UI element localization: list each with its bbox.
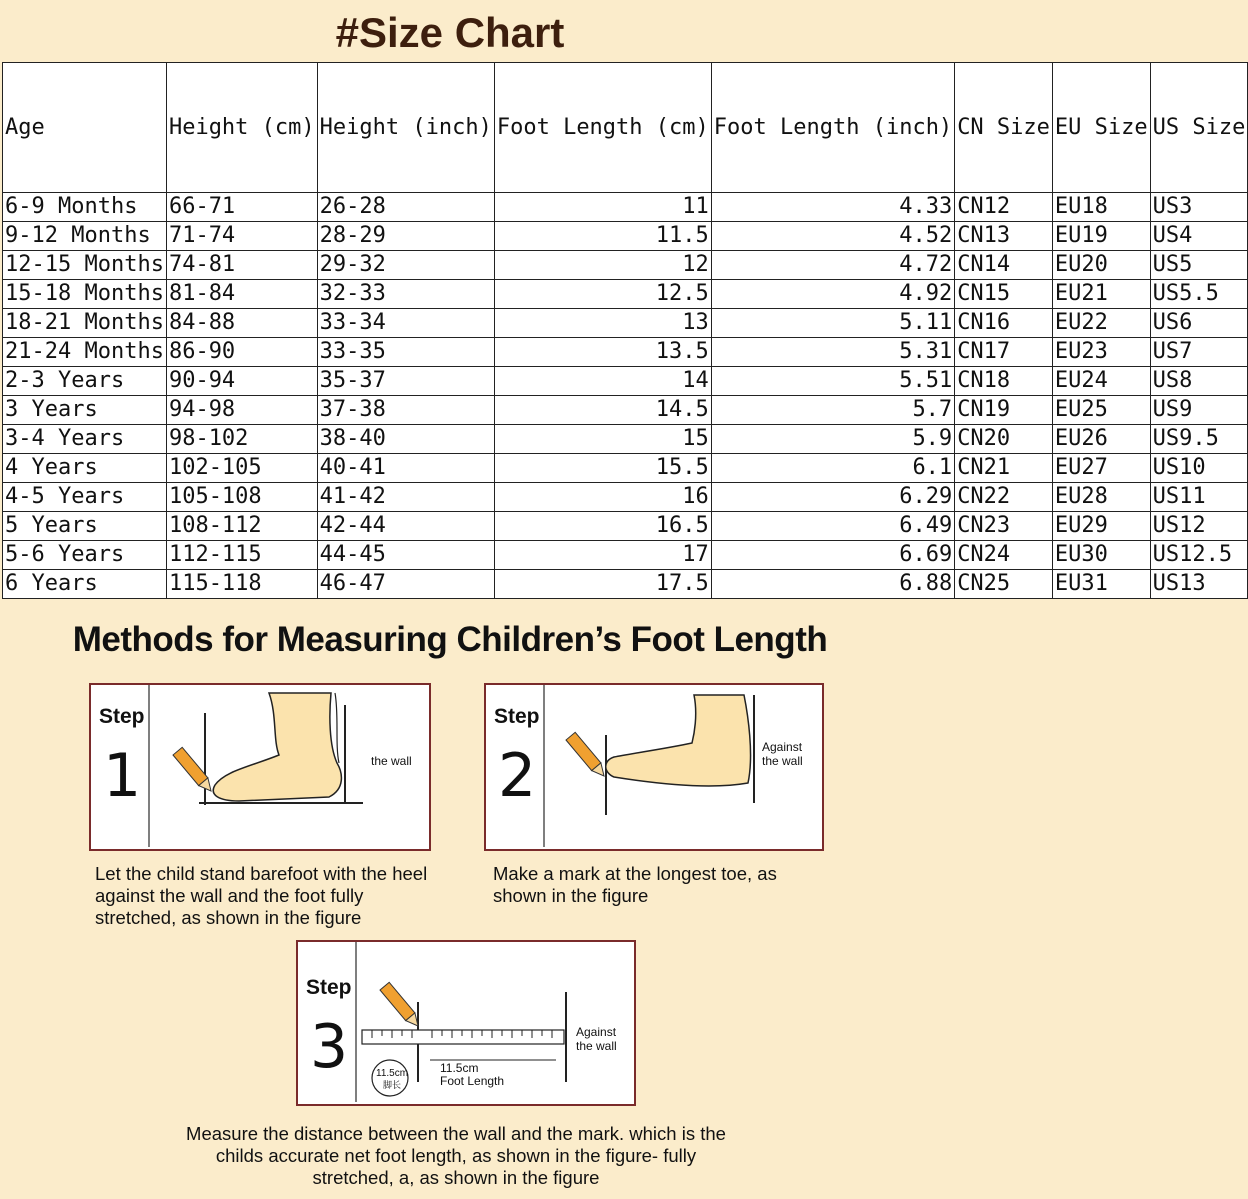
- table-row: [3, 251, 1248, 280]
- column-header: Height (inch): [317, 63, 494, 193]
- table-cell: 115-118: [166, 570, 317, 599]
- table-row: [3, 570, 1248, 599]
- table-cell: CN14: [955, 251, 1053, 280]
- table-body: [3, 193, 1248, 599]
- table-cell: CN25: [955, 570, 1053, 599]
- table-cell: 81-84: [166, 280, 317, 309]
- table-row: [3, 454, 1248, 483]
- table-row: [3, 367, 1248, 396]
- table-cell: 5.9: [711, 425, 954, 454]
- table-header-row: [3, 63, 1248, 193]
- table-row: [3, 309, 1248, 338]
- step-3-illustration: [356, 942, 630, 1102]
- table-cell: 74-81: [166, 251, 317, 280]
- table-cell: 14.5: [494, 396, 711, 425]
- table-cell: 4 Years: [3, 454, 167, 483]
- table-cell: 71-74: [166, 222, 317, 251]
- table-cell: CN21: [955, 454, 1053, 483]
- table-cell: 6.1: [711, 454, 954, 483]
- table-cell: 21-24 Months: [3, 338, 167, 367]
- table-cell: 17: [494, 541, 711, 570]
- table-cell: 46-47: [317, 570, 494, 599]
- table-cell: 33-35: [317, 338, 494, 367]
- table-cell: 17.5: [494, 570, 711, 599]
- step-2-label: Step: [494, 705, 540, 728]
- table-cell: 66-71: [166, 193, 317, 222]
- table-cell: 11.5: [494, 222, 711, 251]
- step-3-ruler-value: 11.5cm: [440, 1061, 479, 1075]
- table-cell: 42-44: [317, 512, 494, 541]
- table-cell: 6-9 Months: [3, 193, 167, 222]
- table-cell: 4.52: [711, 222, 954, 251]
- table-cell: 13: [494, 309, 711, 338]
- table-cell: 86-90: [166, 338, 317, 367]
- step-3-wall-label-2: the wall: [576, 1039, 617, 1053]
- table-cell: 2-3 Years: [3, 367, 167, 396]
- step-2-wall-label-1: Against: [762, 740, 803, 754]
- table-cell: 12-15 Months: [3, 251, 167, 280]
- table-cell: 14: [494, 367, 711, 396]
- table-cell: 6.49: [711, 512, 954, 541]
- step-3-number: 3: [310, 1012, 349, 1082]
- step-2-wall-label-2: the wall: [762, 754, 803, 768]
- table-cell: US7: [1150, 338, 1248, 367]
- table-cell: US13: [1150, 570, 1248, 599]
- table-cell: 6.88: [711, 570, 954, 599]
- table-cell: EU29: [1052, 512, 1150, 541]
- table-cell: 6.29: [711, 483, 954, 512]
- table-cell: 38-40: [317, 425, 494, 454]
- table-cell: EU20: [1052, 251, 1150, 280]
- step-3-label: Step: [306, 976, 352, 999]
- table-cell: 26-28: [317, 193, 494, 222]
- table-cell: 94-98: [166, 396, 317, 425]
- table-cell: CN12: [955, 193, 1053, 222]
- table-cell: US5.5: [1150, 280, 1248, 309]
- foot-illustration: [213, 693, 341, 801]
- methods-title: Methods for Measuring Children’s Foot Length: [72, 620, 828, 659]
- table-cell: 15: [494, 425, 711, 454]
- step-1-label: Step: [99, 705, 145, 728]
- table-cell: EU21: [1052, 280, 1150, 309]
- step-2-number: 2: [498, 741, 537, 811]
- column-header: Foot Length (inch): [711, 63, 954, 193]
- table-cell: EU31: [1052, 570, 1150, 599]
- table-cell: 5.31: [711, 338, 954, 367]
- table-cell: 5-6 Years: [3, 541, 167, 570]
- table-cell: 16.5: [494, 512, 711, 541]
- table-cell: 4-5 Years: [3, 483, 167, 512]
- table-cell: CN18: [955, 367, 1053, 396]
- table-cell: 12: [494, 251, 711, 280]
- table-cell: 29-32: [317, 251, 494, 280]
- step-3-wall-label-1: Against: [576, 1025, 617, 1039]
- step-1-number: 1: [103, 741, 142, 811]
- step-2-panel: [484, 683, 824, 851]
- table-cell: 13.5: [494, 338, 711, 367]
- step-2-caption: Make a mark at the longest toe, as shown in the figure: [493, 863, 777, 906]
- table-row: [3, 193, 1248, 222]
- table-cell: US11: [1150, 483, 1248, 512]
- table-cell: EU26: [1052, 425, 1150, 454]
- table-cell: 6 Years: [3, 570, 167, 599]
- table-cell: EU22: [1052, 309, 1150, 338]
- table-cell: EU23: [1052, 338, 1150, 367]
- table-cell: 9-12 Months: [3, 222, 167, 251]
- table-row: [3, 338, 1248, 367]
- table-cell: 84-88: [166, 309, 317, 338]
- table-cell: CN17: [955, 338, 1053, 367]
- table-cell: 5 Years: [3, 512, 167, 541]
- table-cell: US8: [1150, 367, 1248, 396]
- table-row: [3, 483, 1248, 512]
- column-header: US Size: [1150, 63, 1248, 193]
- table-cell: CN23: [955, 512, 1053, 541]
- table-cell: 32-33: [317, 280, 494, 309]
- table-cell: US5: [1150, 251, 1248, 280]
- table-row: [3, 512, 1248, 541]
- table-cell: US10: [1150, 454, 1248, 483]
- table-cell: 4.92: [711, 280, 954, 309]
- table-cell: 12.5: [494, 280, 711, 309]
- table-cell: 11: [494, 193, 711, 222]
- size-chart-table: [2, 62, 1248, 599]
- table-cell: CN20: [955, 425, 1053, 454]
- table-cell: 3-4 Years: [3, 425, 167, 454]
- table-cell: EU25: [1052, 396, 1150, 425]
- table-cell: 6.69: [711, 541, 954, 570]
- table-cell: EU18: [1052, 193, 1150, 222]
- table-cell: 5.11: [711, 309, 954, 338]
- step-3-panel: [296, 940, 636, 1106]
- table-cell: CN19: [955, 396, 1053, 425]
- table-cell: US4: [1150, 222, 1248, 251]
- table-cell: 5.51: [711, 367, 954, 396]
- table-cell: 108-112: [166, 512, 317, 541]
- table-cell: US9.5: [1150, 425, 1248, 454]
- column-header: Height (cm): [166, 63, 317, 193]
- foot-illustration: [606, 695, 751, 786]
- step-1-panel: [89, 683, 431, 851]
- table-cell: 15-18 Months: [3, 280, 167, 309]
- pencil-icon: [173, 747, 216, 795]
- table-cell: 102-105: [166, 454, 317, 483]
- table-cell: EU28: [1052, 483, 1150, 512]
- table-cell: 98-102: [166, 425, 317, 454]
- table-cell: CN15: [955, 280, 1053, 309]
- table-cell: 5.7: [711, 396, 954, 425]
- table-cell: EU19: [1052, 222, 1150, 251]
- pencil-icon: [380, 982, 423, 1030]
- table-row: [3, 396, 1248, 425]
- step-3-caption: Measure the distance between the wall and the mark. which is the childs accurate net foot length, as shown in the figure- fully stretched, a, as shown in the figure: [186, 1123, 726, 1188]
- table-cell: 35-37: [317, 367, 494, 396]
- table-cell: EU27: [1052, 454, 1150, 483]
- table-cell: EU24: [1052, 367, 1150, 396]
- table-cell: 112-115: [166, 541, 317, 570]
- table-cell: 41-42: [317, 483, 494, 512]
- table-cell: 33-34: [317, 309, 494, 338]
- table-cell: 18-21 Months: [3, 309, 167, 338]
- table-cell: US12.5: [1150, 541, 1248, 570]
- step-2-illustration: [544, 685, 820, 847]
- column-header: CN Size: [955, 63, 1053, 193]
- step-1-caption: Let the child stand barefoot with the heel against the wall and the foot fully stretched, as shown in the figure: [95, 863, 428, 928]
- table-row: [3, 425, 1248, 454]
- step-1-illustration: [149, 685, 427, 847]
- table-cell: EU30: [1052, 541, 1150, 570]
- pencil-icon: [566, 732, 609, 780]
- table-cell: CN24: [955, 541, 1053, 570]
- step-1-wall-label: the wall: [371, 754, 412, 768]
- table-cell: 44-45: [317, 541, 494, 570]
- table-cell: CN22: [955, 483, 1053, 512]
- table-cell: CN16: [955, 309, 1053, 338]
- table-cell: US6: [1150, 309, 1248, 338]
- table-cell: 16: [494, 483, 711, 512]
- table-cell: 15.5: [494, 454, 711, 483]
- table-cell: 90-94: [166, 367, 317, 396]
- column-header: EU Size: [1052, 63, 1150, 193]
- table-cell: 40-41: [317, 454, 494, 483]
- table-cell: US12: [1150, 512, 1248, 541]
- table-cell: US9: [1150, 396, 1248, 425]
- step-3-circle-label: 脚长: [383, 1080, 402, 1090]
- table-cell: CN13: [955, 222, 1053, 251]
- table-cell: 37-38: [317, 396, 494, 425]
- table-cell: US3: [1150, 193, 1248, 222]
- column-header: Foot Length (cm): [494, 63, 711, 193]
- table-row: [3, 222, 1248, 251]
- table-cell: 3 Years: [3, 396, 167, 425]
- size-chart-title: #Size Chart: [335, 9, 565, 56]
- step-3-ruler-label: Foot Length: [440, 1074, 505, 1088]
- table-cell: 28-29: [317, 222, 494, 251]
- table-row: [3, 541, 1248, 570]
- table-row: [3, 280, 1248, 309]
- step-3-circle-value: 11.5cm: [376, 1068, 409, 1079]
- table-cell: 4.72: [711, 251, 954, 280]
- table-cell: 105-108: [166, 483, 317, 512]
- column-header: Age: [3, 63, 167, 193]
- table-cell: 4.33: [711, 193, 954, 222]
